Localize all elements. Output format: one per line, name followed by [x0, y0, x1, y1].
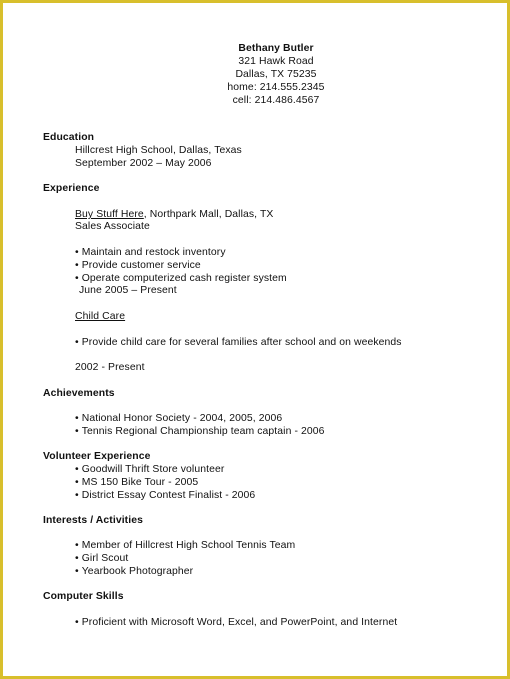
- home-phone: home: 214.555.2345: [227, 82, 325, 93]
- address-line-2: Dallas, TX 75235: [235, 69, 317, 80]
- resume-name: Bethany Butler: [238, 43, 314, 54]
- volunteer-item: • Goodwill Thrift Store volunteer: [75, 463, 224, 476]
- education-school: Hillcrest High School, Dallas, Texas: [75, 145, 242, 156]
- job1-duty: • Maintain and restock inventory: [75, 246, 226, 259]
- interest-item: • Yearbook Photographer: [75, 565, 193, 578]
- volunteer-heading: Volunteer Experience: [43, 451, 151, 462]
- job1-dates: June 2005 – Present: [79, 285, 177, 296]
- computer-skills-heading: Computer Skills: [43, 591, 124, 602]
- interest-item: • Girl Scout: [75, 552, 128, 565]
- interest-item: • Member of Hillcrest High School Tennis Team: [75, 539, 295, 552]
- achievement-item: • National Honor Society - 2004, 2005, 2006: [75, 412, 282, 425]
- job1-title: Sales Associate: [75, 221, 150, 232]
- education-heading: Education: [43, 132, 95, 143]
- volunteer-item: • District Essay Contest Finalist - 2006: [75, 489, 255, 502]
- address-line-1: 321 Hawk Road: [238, 56, 314, 67]
- interests-heading: Interests / Activities: [43, 515, 143, 526]
- job1-duty: • Operate computerized cash register system: [75, 272, 287, 285]
- job2-dates: 2002 - Present: [75, 362, 145, 373]
- computer-skill-item: • Proficient with Microsoft Word, Excel, and PowerPoint, and Internet: [75, 616, 397, 629]
- volunteer-item: • MS 150 Bike Tour - 2005: [75, 476, 198, 489]
- job1-location: , Northpark Mall, Dallas, TX: [143, 209, 274, 220]
- job2-duty: • Provide child care for several families after school and on weekends: [75, 336, 402, 349]
- achievements-heading: Achievements: [43, 388, 115, 399]
- job2-employer: Child Care: [75, 311, 126, 322]
- job1-duty: • Provide customer service: [75, 259, 201, 272]
- job1-employer: Buy Stuff Here: [75, 209, 144, 220]
- education-dates: September 2002 – May 2006: [75, 158, 212, 169]
- achievement-item: • Tennis Regional Championship team captain - 2006: [75, 425, 325, 438]
- experience-heading: Experience: [43, 183, 100, 194]
- cell-phone: cell: 214.486.4567: [232, 95, 320, 106]
